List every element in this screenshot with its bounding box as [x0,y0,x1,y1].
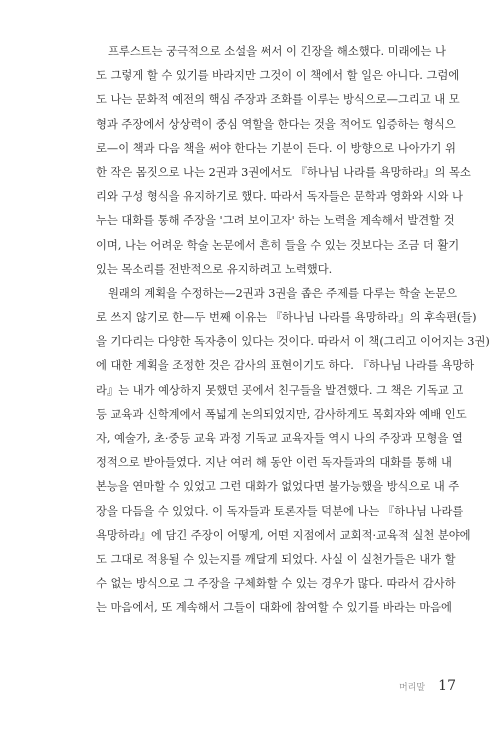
page-number: 17 [438,678,456,694]
text-line: 원래의 계획을 수정하는—2권과 3권을 좁은 주제를 다루는 학술 논문으 [108,286,458,300]
text-line: 로 쓰지 않기로 한—두 번째 이유는 『하나님 나라를 욕망하라』의 후속편(들) [96,311,477,325]
text-line: 있는 목소리를 전반적으로 유지하려고 노력했다. [96,262,333,276]
text-line: 리와 구성 형식을 유지하기로 했다. 따라서 독자들은 문학과 영화와 시와 나 [96,190,463,204]
text-line: 는 마음에서, 또 계속해서 그들이 대화에 참여할 수 있기를 바라는 마음에 [96,601,452,615]
text-line: 프루스트는 궁극적으로 소설을 써서 이 긴장을 해소했다. 미래에는 나 [108,45,446,58]
body-text [96,40,490,621]
text-line: 등 교육과 신학계에서 폭넓게 논의되었지만, 감사하게도 목회자와 예배 인도 [96,407,467,421]
text-line: 욕망하라』에 담긴 주장이 어떻게, 어떤 지점에서 교회적·교육적 실천 분야에 [96,528,471,542]
text-line: 에 대한 계획을 조정한 것은 감사의 표현이기도 하다. 『하나님 나라를 욕망하 [96,359,475,373]
text-line: 을 기다리는 다양한 독자층이 있다는 것이다. 따라서 이 책(그리고 이어지는 3권) [96,335,490,349]
text-line: 누는 대화를 통해 주장을 '그려 보이고자' 하는 노력을 계속해서 발견할 것 [96,214,455,228]
text-line: 정적으로 받아들였다. 지난 여러 해 동안 이런 독자들과의 대화를 통해 내 [96,456,452,470]
page-footer [0,675,456,694]
text-line: 도 나는 문화적 예전의 핵심 주장과 조화를 이루는 방식으로—그리고 내 모 [96,93,460,107]
text-line: 수 없는 방식으로 그 주장을 구체화할 수 있는 경우가 많다. 따라서 감사하 [96,577,456,591]
text-line: 본능을 연마할 수 있었고 그런 대화가 없었다면 불가능했을 방식으로 내 주 [96,480,460,494]
text-line: 자, 예술가, 초·중등 교육 과정 기독교 교육자들 역시 나의 주장과 모형을 열 [96,432,463,445]
text-line: 도 그대로 적용될 수 있는지를 깨달게 되었다. 사실 이 실천가들은 내가 할 [96,552,456,566]
text-line: 형과 주장에서 상상력이 중심 역할을 한다는 것을 적어도 입증하는 형식으 [96,117,456,131]
running-head: 머리말 [398,683,426,693]
text-line: 라』는 내가 예상하지 못했던 곳에서 친구들을 발견했다. 그 책은 기독교 고 [96,383,464,397]
text-line: 이며, 나는 어려운 학술 논문에서 흔히 들을 수 있는 것보다는 조금 더 활기 [96,238,460,252]
text-line: 장을 다듬을 수 있었다. 이 독자들과 토론자들 덕분에 나는 『하나님 나라를 [96,504,464,518]
text-line: 로—이 책과 다음 책을 써야 한다는 기분이 든다. 이 방향으로 나아가기 위 [96,141,456,155]
text-line: 한 작은 몸짓으로 나는 2권과 3권에서도 『하나님 나라를 욕망하라』의 목소 [96,165,471,179]
text-line: 도 그렇게 할 수 있기를 바라지만 그것이 이 책에서 할 일은 아니다. 그럼에 [96,69,460,83]
